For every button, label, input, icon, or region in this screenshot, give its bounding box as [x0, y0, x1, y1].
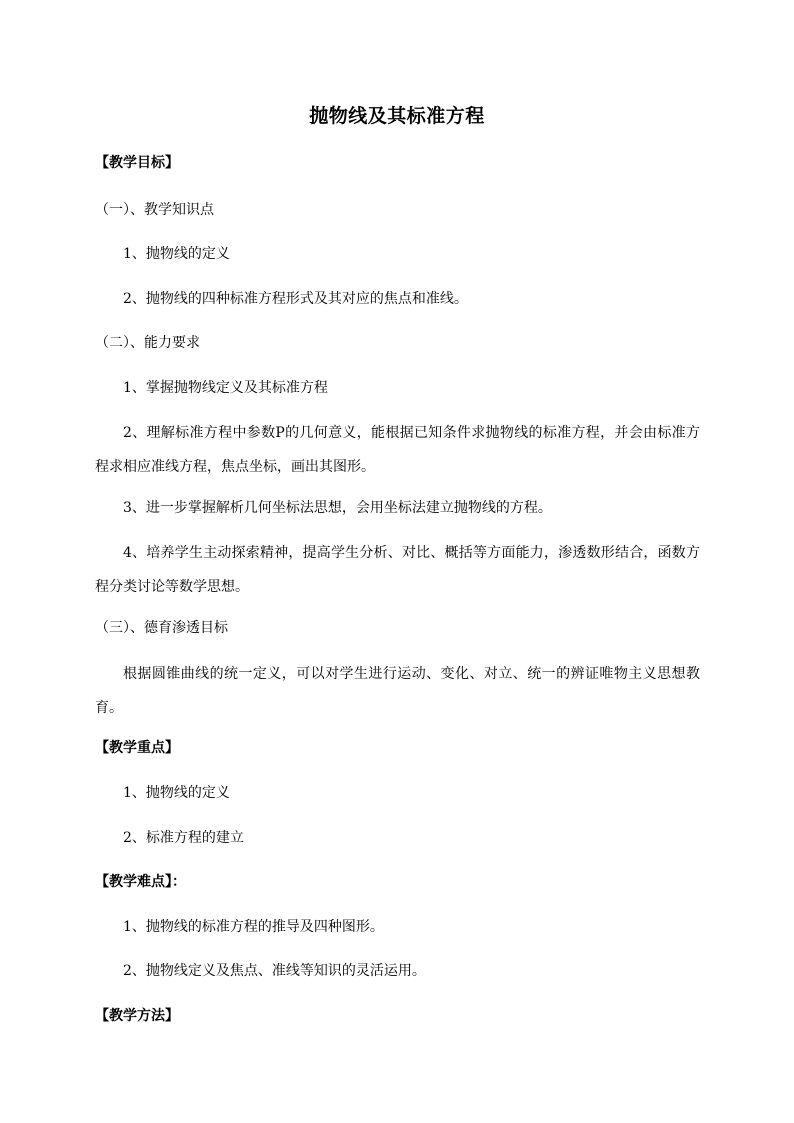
subsection-heading-moral: （三）、德育渗透目标: [95, 620, 228, 636]
knowledge-item: 2、抛物线的四种标准方程形式及其对应的焦点和准线。: [123, 291, 468, 307]
section-heading-difficulties: 【教学难点】：: [95, 874, 186, 890]
moral-paragraph: 根据圆锥曲线的统一定义，可以对学生进行运动、变化、对立、统一的辨证唯物主义思想教育。: [95, 666, 700, 716]
ability-item-paragraph: 2、理解标准方程中参数P的几何意义，能根据已知条件求抛物线的标准方程，并会由标准方程求相应准线方程，焦点坐标，画出其图形。: [95, 425, 700, 475]
subsection-heading-knowledge: （一）、教学知识点: [95, 202, 214, 218]
key-point-item: 1、抛物线的定义: [123, 785, 230, 801]
section-heading-key-points: 【教学重点】: [95, 740, 179, 756]
difficulty-item: 1、抛物线的标准方程的推导及四种图形。: [123, 919, 384, 935]
document-title: 抛物线及其标准方程: [309, 105, 485, 127]
ability-item-paragraph: 4、培养学生主动探索精神，提高学生分析、对比、概括等方面能力，渗透数形结合，函数方程分类讨论等数学思想。: [95, 545, 700, 595]
key-point-item: 2、标准方程的建立: [123, 830, 244, 846]
ability-item: 3、进一步掌握解析几何坐标法思想，会用坐标法建立抛物线的方程。: [123, 500, 552, 516]
knowledge-item: 1、抛物线的定义: [123, 246, 230, 262]
ability-item: 1、掌握抛物线定义及其标准方程: [123, 380, 328, 396]
section-heading-methods: 【教学方法】: [95, 1008, 179, 1024]
subsection-heading-ability: （二）、能力要求: [95, 335, 200, 351]
difficulty-item: 2、抛物线定义及焦点、准线等知识的灵活运用。: [123, 963, 426, 979]
section-heading-goals: 【教学目标】: [95, 155, 179, 171]
